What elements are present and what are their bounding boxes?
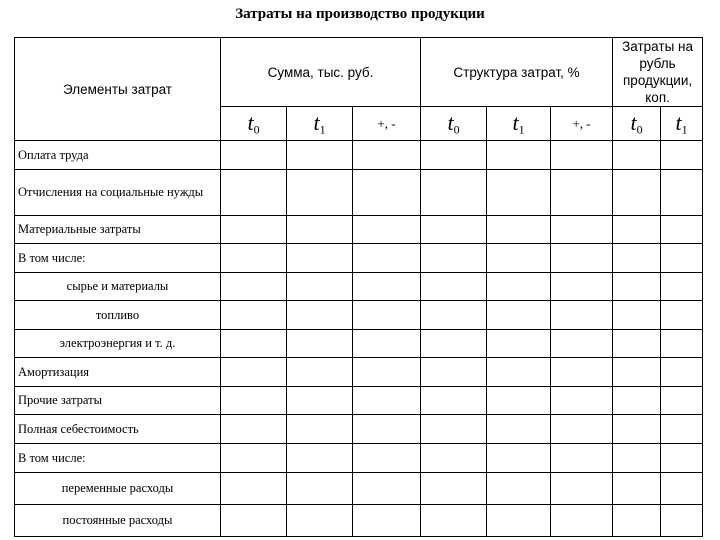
- table-row: [15, 330, 703, 358]
- row-label: Прочие затраты: [15, 387, 221, 415]
- cost-table: [14, 37, 703, 537]
- row-label: Амортизация: [15, 358, 221, 387]
- row-label: В том числе:: [15, 244, 221, 273]
- table-row: [15, 387, 703, 415]
- col-t0-sum: $t_0$: [221, 107, 287, 141]
- header-elements: Элементы затрат: [15, 38, 221, 141]
- row-label: сырье и материалы: [15, 273, 221, 301]
- col-diff-sum: +, -: [353, 107, 421, 141]
- row-label: постоянные расходы: [15, 505, 221, 537]
- row-label: В том числе:: [15, 444, 221, 473]
- table-row: [15, 244, 703, 273]
- col-t1-sum: $t_1$: [287, 107, 353, 141]
- header-per-ruble: Затраты на рубль продукции, коп.: [613, 38, 703, 107]
- table-row: [15, 170, 703, 216]
- row-label: Полная себестоимость: [15, 415, 221, 444]
- table-row: [15, 444, 703, 473]
- row-label: топливо: [15, 301, 221, 330]
- table-row: [15, 141, 703, 170]
- table-row: [15, 473, 703, 505]
- table-row: [15, 358, 703, 387]
- table-row: [15, 505, 703, 537]
- col-t1-per-ruble: $t_1$: [661, 107, 703, 141]
- col-t0-structure: $t_0$: [421, 107, 487, 141]
- table-row: [15, 415, 703, 444]
- col-t1-structure: $t_1$: [487, 107, 551, 141]
- table-row: [15, 216, 703, 244]
- header-structure: Структура затрат, %: [421, 38, 613, 107]
- col-t0-per-ruble: $t_0$: [613, 107, 661, 141]
- row-label: Материальные затраты: [15, 216, 221, 244]
- page-title: Затраты на производство продукции: [235, 6, 485, 22]
- col-diff-structure: +, -: [551, 107, 613, 141]
- row-label: Оплата труда: [15, 141, 221, 170]
- row-label: переменные расходы: [15, 473, 221, 505]
- table-row: [15, 301, 703, 330]
- header-sum: Сумма, тыс. руб.: [221, 38, 421, 107]
- table-row: [15, 273, 703, 301]
- row-label: Отчисления на социальные нужды: [15, 170, 221, 216]
- row-label: электроэнергия и т. д.: [15, 330, 221, 358]
